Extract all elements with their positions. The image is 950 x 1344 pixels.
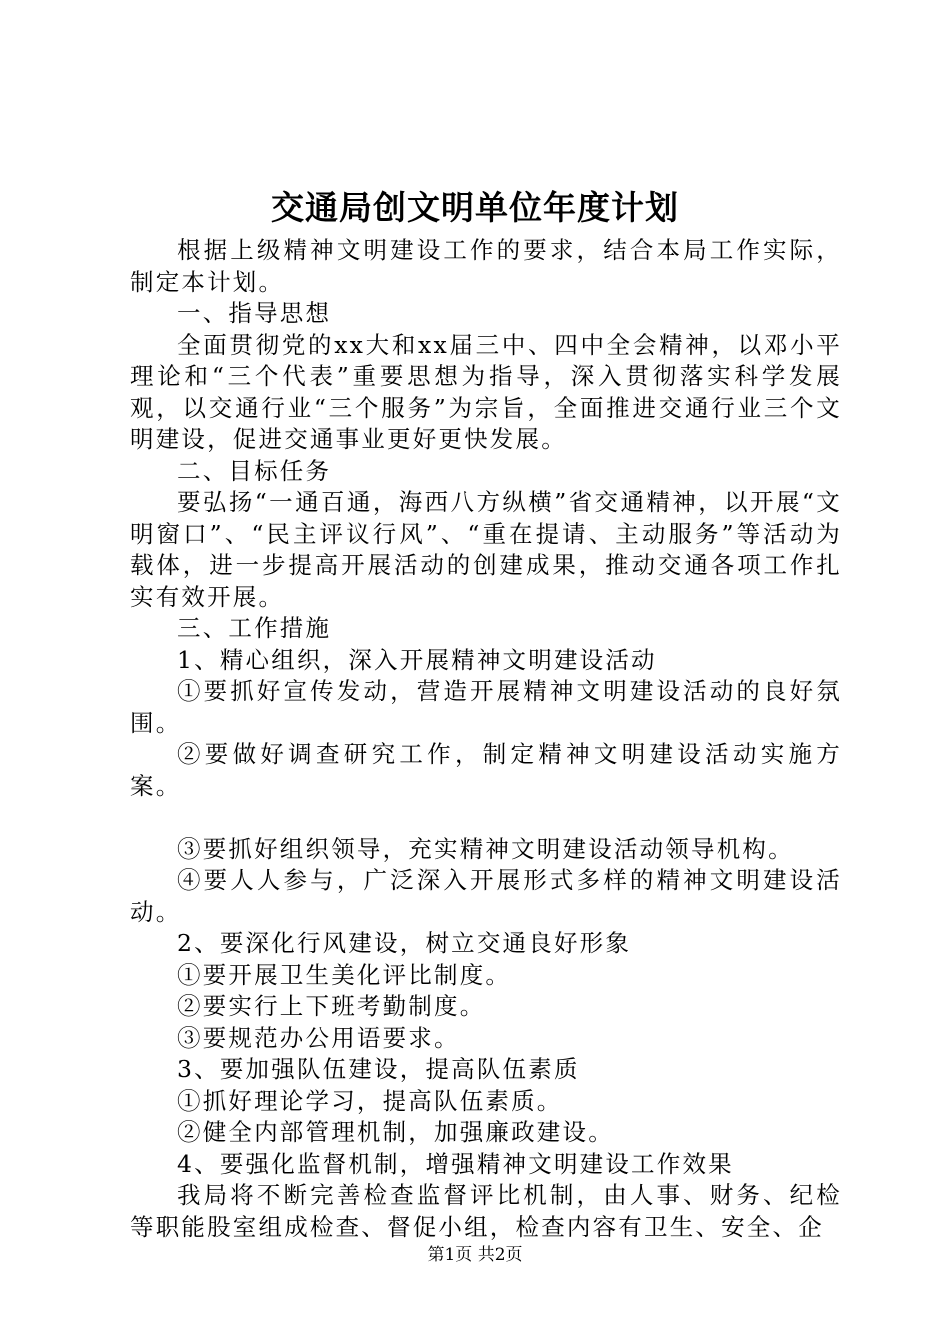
list-item: ①抓好理论学习，提高队伍素质。 (177, 1086, 563, 1115)
list-item: ③要规范办公用语要求。 (177, 1023, 460, 1052)
blank-line (130, 802, 842, 834)
list-item: ①要抓好宣传发动，营造开展精神文明建设活动的良好氛围。 (130, 677, 842, 737)
section-heading: 一、指导思想 (177, 299, 332, 327)
section-heading: 三、工作措施 (177, 614, 332, 642)
paragraph: 要弘扬“一通百通，海西八方纵横”省交通精神，以开展“文明窗口”、“民主评议行风”、“重在提请、主动服务”等活动为载体，进一步提高开展活动的创建成果，推动交通各项工作扎实有效开展。 (130, 488, 842, 611)
list-item: ④要人人参与，广泛深入开展形式多样的精神文明建设活动。 (130, 866, 842, 926)
document-body (130, 235, 842, 1243)
list-item: ②要实行上下班考勤制度。 (177, 992, 486, 1020)
page-number-footer: 第1页 共2页 (427, 1245, 523, 1265)
subsection-heading: 3、要加强队伍建设，提高队伍素质 (177, 1055, 580, 1083)
subsection-heading: 1、精心组织，深入开展精神文明建设活动 (177, 645, 657, 674)
subsection-heading: 4、要强化监督机制，增强精神文明建设工作效果 (177, 1149, 734, 1178)
paragraph: 全面贯彻党的xx大和xx届三中、四中全会精神，以邓小平理论和“三个代表”重要思想为指导，深入贯彻落实科学发展观，以交通行业“三个服务”为宗旨，全面推进交通行业三个文明建设，促进交通事业更好更快发展。 (130, 330, 842, 453)
list-item: ③要抓好组织领导，充实精神文明建设活动领导机构。 (177, 834, 794, 863)
list-item: ②健全内部管理机制，加强廉政建设。 (177, 1118, 614, 1146)
list-item: ②要做好调查研究工作，制定精神文明建设活动实施方案。 (130, 740, 842, 800)
paragraph: 我局将不断完善检查监督评比机制，由人事、财务、纪检等职能股室组成检查、督促小组，检查内容有卫生、安全、企 (130, 1181, 842, 1241)
paragraph: 根据上级精神文明建设工作的要求，结合本局工作实际，制定本计划。 (130, 236, 842, 296)
section-heading: 二、目标任务 (177, 456, 332, 485)
list-item: ①要开展卫生美化评比制度。 (177, 960, 512, 989)
document-title: 交通局创文明单位年度计划 (271, 188, 679, 227)
subsection-heading: 2、要深化行风建设，树立交通良好形象 (177, 929, 632, 957)
